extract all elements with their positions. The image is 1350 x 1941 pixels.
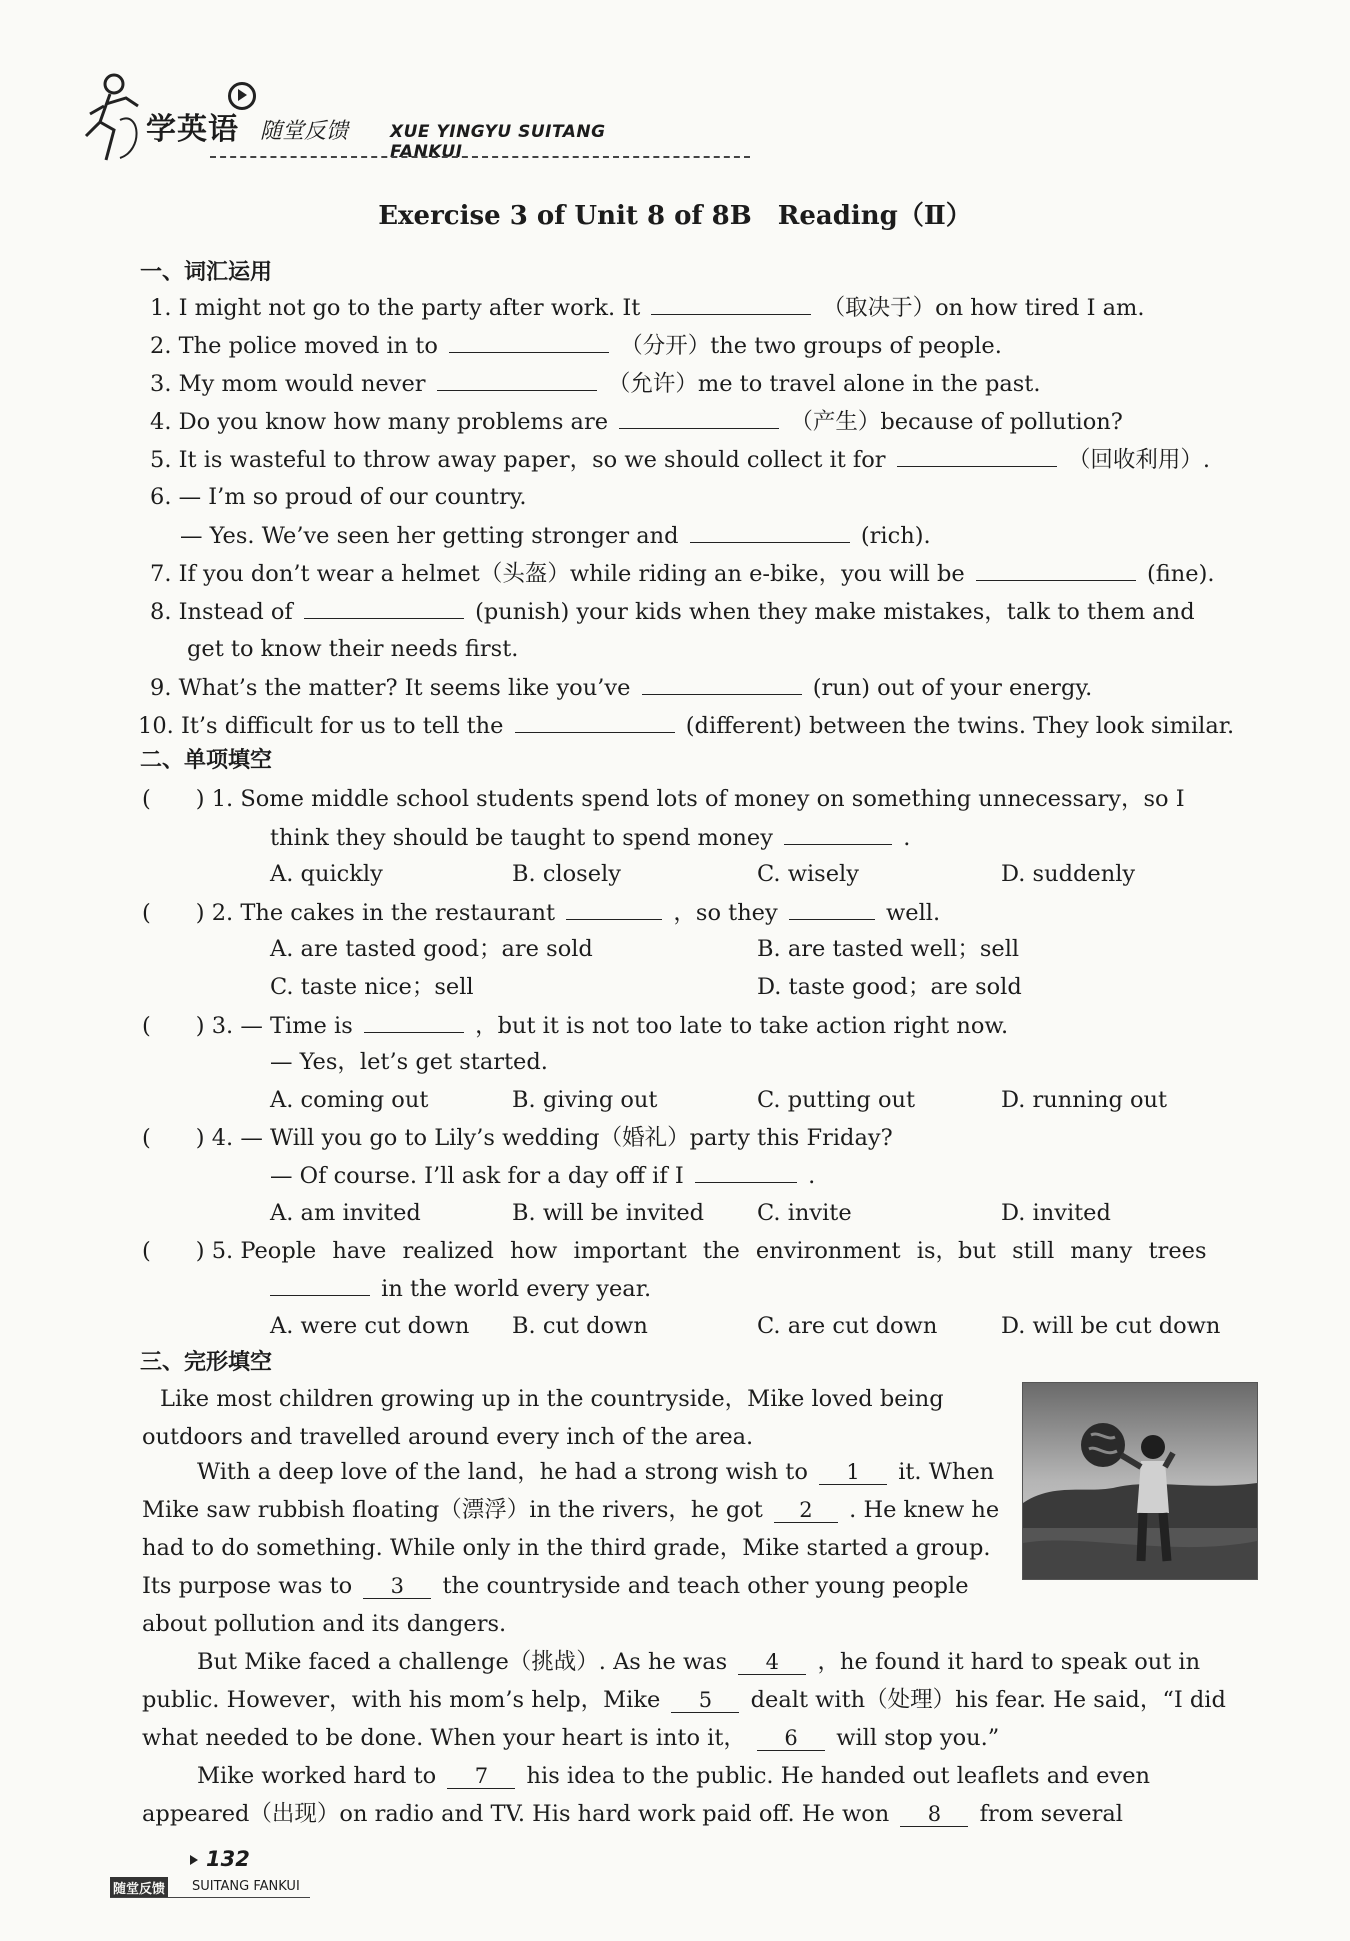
q-text: Some middle school students spend lots of money on something unnecessary，so I — [240, 786, 1185, 812]
answer-blank[interactable] — [784, 822, 892, 845]
q-text: If you don’t wear a helmet（头盔）while riding an e-bike，you will be — [178, 561, 965, 587]
cloze-blank-5[interactable]: 5 — [671, 1688, 739, 1713]
answer-blank[interactable] — [897, 444, 1057, 467]
q-number: 1. — [211, 786, 234, 812]
q-number: 3. — [150, 371, 172, 397]
q-text: — Time is — [240, 1013, 353, 1039]
vocab-q4 — [150, 406, 1123, 437]
passage-p3-line3 — [142, 1723, 999, 1753]
q-text: My mom would never — [178, 371, 426, 397]
passage-text: . He knew he — [849, 1497, 1000, 1523]
answer-blank[interactable] — [566, 897, 662, 920]
cloze-blank-8[interactable]: 8 — [900, 1802, 968, 1827]
choice-q1-option-d[interactable]: D. suddenly — [1001, 861, 1136, 887]
runner-logo-icon — [80, 70, 150, 170]
answer-paren[interactable]: ( ) — [142, 786, 205, 812]
choice-q3-option-d[interactable]: D. running out — [1001, 1087, 1168, 1113]
q-text: It’s difficult for us to tell the — [180, 713, 504, 739]
cloze-blank-1[interactable]: 1 — [819, 1460, 887, 1485]
answer-paren[interactable]: ( ) — [142, 1013, 205, 1039]
vocab-q9 — [150, 672, 1092, 703]
answer-paren[interactable]: ( ) — [142, 900, 205, 926]
choice-q3-option-c[interactable]: C. putting out — [757, 1087, 916, 1113]
brand-cn-sub: 随堂反馈 — [260, 119, 349, 144]
choice-q5-option-d[interactable]: D. will be cut down — [1001, 1313, 1221, 1339]
choice-q5-option-c[interactable]: C. are cut down — [757, 1313, 938, 1339]
q-text: Do you know how many problems are — [178, 409, 609, 435]
passage-p3-line2 — [142, 1685, 1226, 1715]
choice-q3-option-b[interactable]: B. giving out — [512, 1087, 658, 1113]
q-number: 7. — [150, 561, 172, 587]
brand-en: XUE YINGYU SUITANG FANKUI — [390, 122, 606, 162]
choice-q3 — [142, 1010, 1008, 1041]
passage-p3-line1 — [197, 1647, 1200, 1677]
cloze-blank-4[interactable]: 4 — [738, 1650, 806, 1675]
answer-blank[interactable] — [449, 330, 609, 353]
passage-text: dealt with（处理）his fear. He said，“I did — [750, 1687, 1226, 1713]
answer-blank[interactable] — [304, 596, 464, 619]
passage-text: it. When — [898, 1459, 995, 1485]
section2-heading: 二、单项填空 — [140, 748, 273, 773]
choice-q3-reply: — Yes，let’s get started. — [270, 1049, 548, 1075]
footer-brand-cn: 随堂反馈 — [110, 1877, 168, 1898]
passage-text: ，he found it hard to speak out in — [817, 1649, 1201, 1675]
choice-q1 — [142, 784, 1185, 814]
answer-blank[interactable] — [690, 520, 850, 543]
q-text: ，but it is not too late to take action right now. — [475, 1013, 1009, 1039]
answer-blank[interactable] — [695, 1160, 797, 1183]
passage-p4-line1 — [197, 1761, 1150, 1791]
vocab-q10 — [138, 710, 1234, 741]
passage-text: public. However，with his mom’s help，Mike — [142, 1687, 661, 1713]
photo-illustration — [1023, 1383, 1257, 1579]
answer-blank[interactable] — [619, 406, 779, 429]
cloze-blank-7[interactable]: 7 — [447, 1764, 515, 1789]
passage-p1-line2: outdoors and travelled around every inch of the area. — [142, 1424, 754, 1450]
choice-q4-option-d[interactable]: D. invited — [1001, 1200, 1111, 1226]
book-header — [80, 70, 680, 170]
q-number: 2. — [211, 900, 234, 926]
q-text: (fine). — [1147, 561, 1215, 587]
choice-q4-reply — [270, 1160, 815, 1191]
passage-text: Mike worked hard to — [197, 1763, 437, 1789]
passage-text: Mike saw rubbish floating（漂浮）in the rivers，he got — [142, 1497, 763, 1523]
passage-text: will stop you.” — [836, 1725, 1000, 1751]
answer-blank[interactable] — [651, 292, 811, 315]
q-text: ，so they — [673, 900, 778, 926]
q-text: — I’m so proud of our country. — [178, 484, 527, 510]
q-number: 2. — [150, 333, 172, 359]
footer-divider — [110, 1897, 310, 1898]
q-text: The police moved in to — [178, 333, 438, 359]
choice-q1-option-c[interactable]: C. wisely — [757, 861, 859, 887]
answer-blank[interactable] — [642, 672, 802, 695]
vocab-q6-reply — [180, 520, 931, 551]
q-text: — Will you go to Lily’s wedding（婚礼）party this Friday? — [240, 1125, 893, 1151]
choice-q2-option-d[interactable]: D. taste good；are sold — [757, 974, 1022, 1000]
vocab-q3 — [150, 368, 1041, 399]
page-title: Exercise 3 of Unit 8 of 8B Reading（Ⅱ） — [378, 201, 972, 231]
choice-q4-option-c[interactable]: C. invite — [757, 1200, 852, 1226]
section3-heading: 三、完形填空 — [140, 1350, 273, 1375]
section1-heading: 一、词汇运用 — [140, 260, 273, 285]
answer-blank[interactable] — [437, 368, 597, 391]
footer-brand-en: SUITANG FANKUI — [192, 1879, 300, 1894]
vocab-q2 — [150, 330, 1002, 361]
passage-p2-line5: about pollution and its dangers. — [142, 1611, 507, 1637]
q-text: — Yes. We’ve seen her getting stronger and — [180, 523, 679, 549]
choice-q1-option-b[interactable]: B. closely — [512, 861, 621, 887]
q-text: (punish) your kids when they make mistakes，talk to them and — [475, 599, 1195, 625]
passage-p2-line1 — [197, 1457, 994, 1487]
arrow-right-icon — [190, 1855, 198, 1865]
passage-p2-line2 — [142, 1495, 999, 1525]
passage-text: With a deep love of the land，he had a strong wish to — [197, 1459, 808, 1485]
boy-holding-globe-photo — [1022, 1382, 1258, 1580]
q-text: well. — [886, 900, 941, 926]
q-number: 4. — [150, 409, 172, 435]
choice-q5-option-b[interactable]: B. cut down — [512, 1313, 648, 1339]
q-text: The cakes in the restaurant — [240, 900, 556, 926]
q-text: I might not go to the party after work. It — [178, 295, 641, 321]
header-divider — [210, 156, 750, 158]
passage-text: what needed to be done. When your heart is into it， — [142, 1725, 746, 1751]
vocab-q8-cont: get to know their needs first. — [187, 636, 519, 662]
q-number: 5. — [150, 447, 172, 473]
q-text: in the world every year. — [381, 1276, 652, 1302]
q-number: 5. — [211, 1238, 234, 1264]
passage-p2-line4 — [142, 1571, 969, 1601]
cloze-blank-6[interactable]: 6 — [757, 1726, 825, 1751]
answer-blank[interactable] — [270, 1273, 370, 1296]
q-number: 4. — [211, 1125, 234, 1151]
choice-q5-option-a[interactable]: A. were cut down — [270, 1313, 470, 1339]
choice-q4-option-a[interactable]: A. am invited — [270, 1200, 421, 1226]
q-number: 1. — [150, 295, 172, 321]
brand-cn: 学英语 — [146, 112, 239, 147]
page-number: 132 — [206, 1847, 250, 1871]
cloze-blank-2[interactable]: 2 — [774, 1498, 838, 1523]
passage-text: appeared（出现）on radio and TV. His hard work paid off. He won — [142, 1801, 890, 1827]
q-text: （产生）because of pollution? — [790, 409, 1123, 435]
passage-text: his idea to the public. He handed out leaflets and even — [526, 1763, 1151, 1789]
answer-blank[interactable] — [364, 1010, 464, 1033]
answer-paren[interactable]: ( ) — [142, 1125, 205, 1151]
q-number: 8. — [150, 599, 172, 625]
answer-blank[interactable] — [976, 558, 1136, 581]
q-number: 10. — [138, 713, 174, 739]
q-text: （分开）the two groups of people. — [620, 333, 1002, 359]
q-text: What’s the matter? It seems like you’ve — [178, 675, 631, 701]
passage-text: But Mike faced a challenge（挑战）. As he was — [197, 1649, 728, 1675]
choice-q5 — [142, 1236, 1207, 1266]
choice-q4 — [142, 1123, 893, 1153]
q-text: — Of course. I’ll ask for a day off if I — [270, 1163, 684, 1189]
q-text: People have realized how important the environment is，but still many trees — [240, 1238, 1207, 1264]
cloze-blank-3[interactable]: 3 — [363, 1574, 431, 1599]
choice-q5-cont — [270, 1273, 651, 1304]
answer-blank[interactable] — [515, 710, 675, 733]
q-text: think they should be taught to spend money — [270, 825, 773, 851]
q-text: . — [808, 1163, 816, 1189]
q-text: Instead of — [178, 599, 293, 625]
q-text: (different) between the twins. They look similar. — [685, 713, 1235, 739]
q-text: （取决于）on how tired I am. — [822, 295, 1145, 321]
choice-q2-option-c[interactable]: C. taste nice；sell — [270, 974, 474, 1000]
vocab-q7 — [150, 558, 1215, 589]
vocab-q8 — [150, 596, 1195, 627]
q-number: 3. — [211, 1013, 234, 1039]
choice-q2-option-b[interactable]: B. are tasted well；sell — [757, 936, 1020, 962]
choice-q3-option-a[interactable]: A. coming out — [270, 1087, 429, 1113]
passage-p2-line3: had to do something. While only in the third grade，Mike started a group. — [142, 1535, 991, 1561]
choice-q2 — [142, 897, 940, 928]
vocab-q6 — [150, 482, 527, 512]
answer-paren[interactable]: ( ) — [142, 1238, 205, 1264]
passage-p4-line2 — [142, 1799, 1123, 1829]
passage-p1-line1: Like most children growing up in the countryside，Mike loved being — [160, 1386, 944, 1412]
q-text: （回收利用）. — [1067, 447, 1211, 473]
q-number: 9. — [150, 675, 172, 701]
passage-text: the countryside and teach other young people — [442, 1573, 969, 1599]
q-number: 6. — [150, 484, 172, 510]
choice-q1-option-a[interactable]: A. quickly — [270, 861, 383, 887]
passage-text: from several — [979, 1801, 1123, 1827]
page-footer — [110, 1845, 330, 1915]
q-text: . — [903, 825, 911, 851]
choice-q4-option-b[interactable]: B. will be invited — [512, 1200, 705, 1226]
q-text: (run) out of your energy. — [812, 675, 1093, 701]
vocab-q1 — [150, 292, 1145, 323]
q-text: (rich). — [860, 523, 931, 549]
q-text: （允许）me to travel alone in the past. — [607, 371, 1041, 397]
choice-q1-cont — [270, 822, 910, 853]
vocab-q5 — [150, 444, 1210, 475]
choice-q2-option-a[interactable]: A. are tasted good；are sold — [270, 936, 593, 962]
q-text: It is wasteful to throw away paper，so we should collect it for — [178, 447, 886, 473]
answer-blank[interactable] — [789, 897, 875, 920]
passage-text: Its purpose was to — [142, 1573, 353, 1599]
